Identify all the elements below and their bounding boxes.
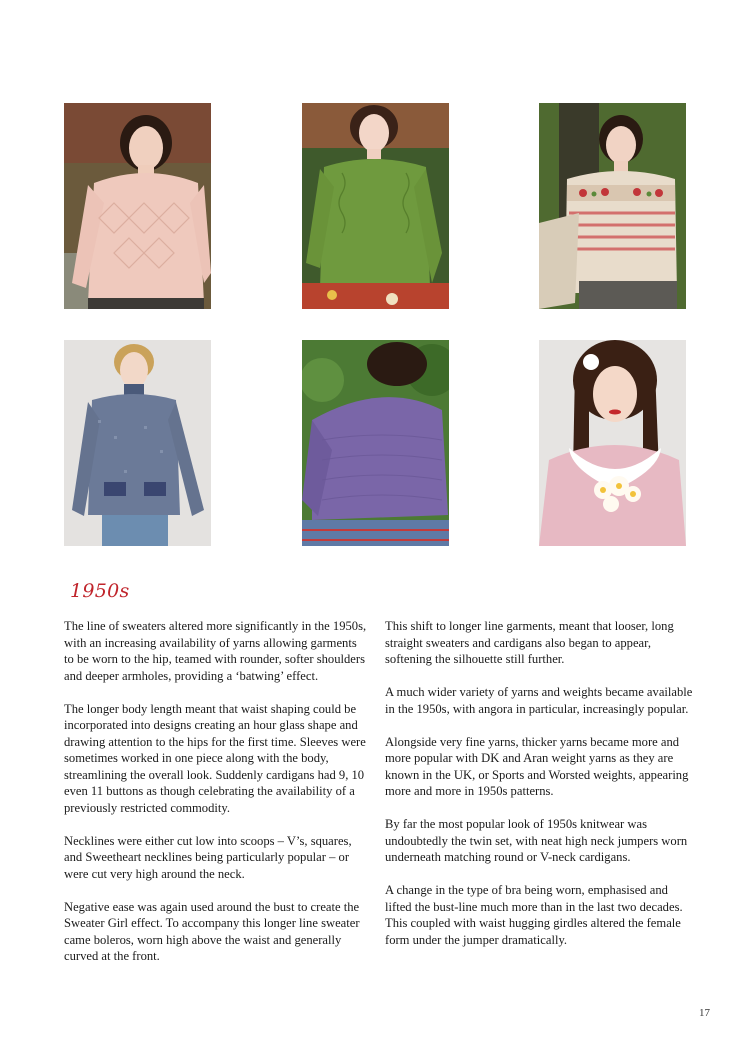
paragraph: A much wider variety of yarns and weights became available in the 1950s, with angora in particular, increasingly popular. [385, 685, 693, 716]
paragraph: The longer body length meant that waist shaping could be incorporated into designs creating an hour glass shape and drawing attention to the hips for the first time. Sleeves were sometimes worked in one piece along with the body, streamlining the overall look. Suddenly cardigans had 9, 10 even 11 buttons as though celebrating the availability of a previously restricted commodity. [64, 701, 366, 815]
photo-purple-batwing-cardigan [302, 340, 449, 546]
photo-blue-tweed-sweater [64, 340, 211, 546]
page-number: 17 [699, 1007, 710, 1019]
paragraph: The line of sweaters altered more significantly in the 1950s, with an increasing availability of yarns allowing garments to be worn to the hip, teamed with rounder, softer shoulders and deeper armholes, providing a ‘batwing’ effect. [64, 619, 367, 683]
paragraph: Negative ease was again used around the bust to create the Sweater Girl effect. To accompany this longer line sweater came boleros, worn high above the waist and generally curved at the front. [64, 899, 360, 963]
paragraph: This shift to longer line garments, meant that looser, long straight sweaters and cardigans also began to appear, softening the silhouette still further. [385, 619, 674, 666]
text-column-left [64, 618, 369, 981]
photo-fair-isle-sweater [539, 103, 686, 309]
paragraph: By far the most popular look of 1950s knitwear was undoubtedly the twin set, with neat high neck jumpers worn underneath matching round or V-neck cardigans. [385, 817, 688, 864]
section-heading: 1950s [70, 580, 130, 602]
photo-pink-sweater-white-collar [539, 340, 686, 546]
paragraph: Necklines were either cut low into scoops – V’s, squares, and Sweetheart necklines being particularly popular – or were cut very high around the neck. [64, 833, 352, 881]
photo-green-cardigan [302, 103, 449, 309]
paragraph: A change in the type of bra being worn, emphasised and lifted the bust-line much more than in the last two decades. This coupled with waist hugging girdles altered the female form under the jumper dramatically. [385, 883, 683, 947]
photo-pink-cardigan [64, 103, 211, 309]
text-column-right [385, 618, 695, 965]
paragraph: Alongside very fine yarns, thicker yarns became more and more popular with DK and Aran weight yarns as they are known in the UK, or Sports and Worsted weights, appearing more and more in 1950s patterns. [385, 734, 689, 798]
